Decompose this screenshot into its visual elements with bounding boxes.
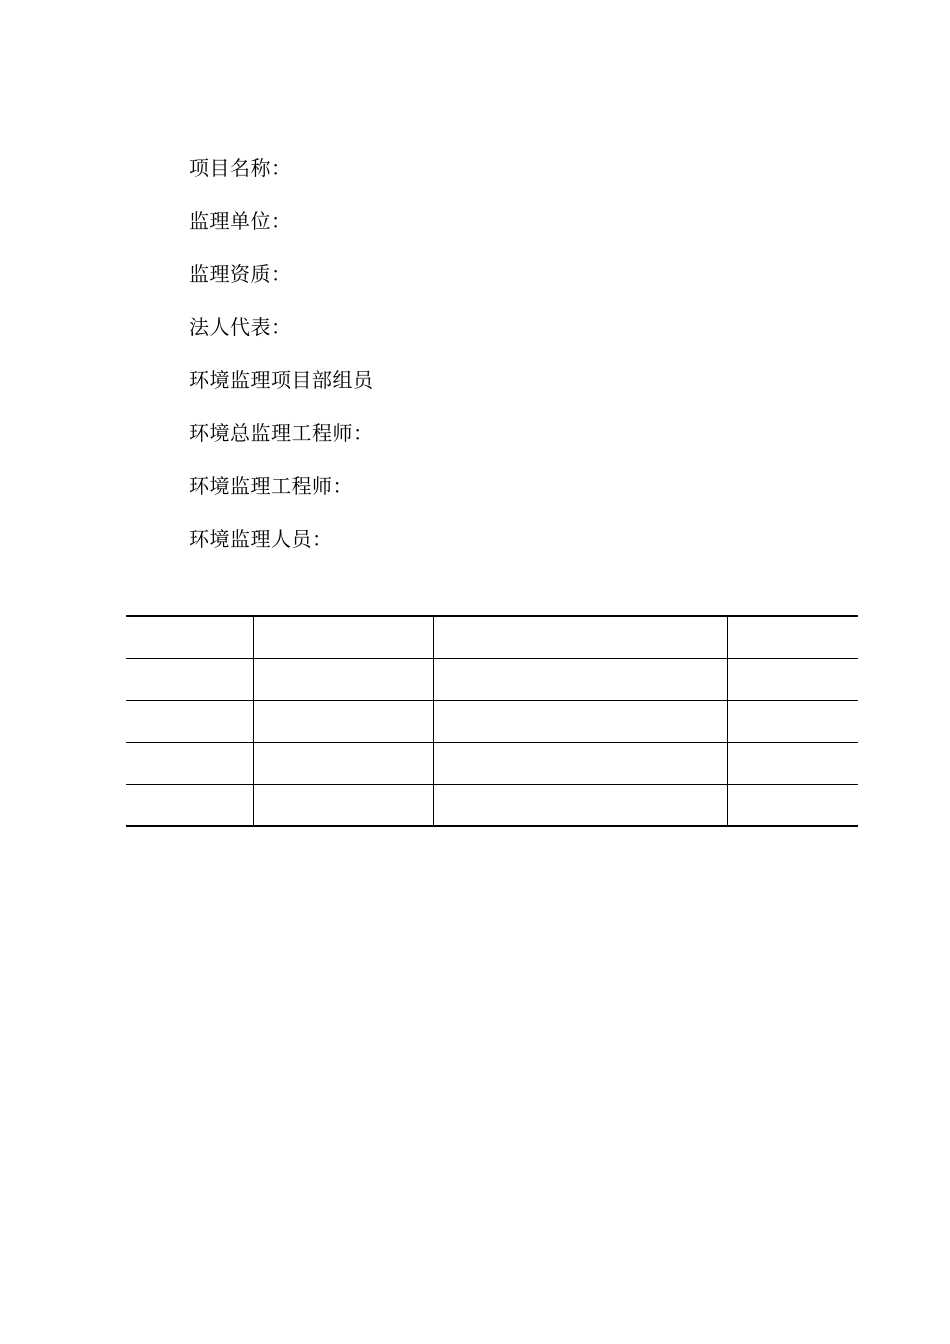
table-row [126,616,858,658]
supervision-qualification-label: 监理资质： [189,262,292,286]
table-cell [433,700,727,742]
project-name-label: 项目名称： [189,156,292,180]
chief-engineer-label: 环境总监理工程师： [189,421,374,445]
table-cell [727,658,858,700]
table-cell [433,784,727,826]
table-cell [253,700,433,742]
table-cell [126,700,253,742]
table-cell [126,616,253,658]
table-cell [126,784,253,826]
supervision-staff-label: 环境监理人员： [189,527,333,551]
table-cell [433,658,727,700]
supervision-unit-label: 监理单位： [189,209,292,233]
table-cell [253,616,433,658]
table-cell [253,658,433,700]
table-cell [126,742,253,784]
table-row [126,742,858,784]
table-cell [727,616,858,658]
team-roster-table [126,615,858,827]
table-cell [433,742,727,784]
table-cell [253,742,433,784]
table-cell [253,784,433,826]
table-row [126,658,858,700]
table-cell [433,616,727,658]
project-info-list [189,150,374,574]
table-cell [727,742,858,784]
table-cell [126,658,253,700]
project-team-members-heading: 环境监理项目部组员 [189,368,374,392]
table-cell [727,784,858,826]
table-cell [727,700,858,742]
legal-representative-label: 法人代表： [189,315,292,339]
table-row [126,700,858,742]
table-row [126,784,858,826]
supervision-engineer-label: 环境监理工程师： [189,474,353,498]
